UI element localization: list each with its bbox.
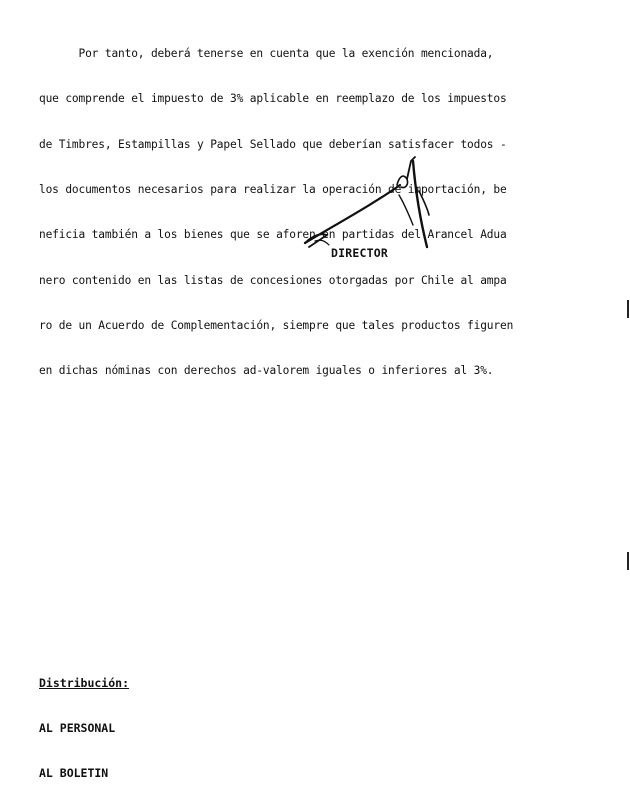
scan-edge-mark <box>627 300 629 318</box>
paragraph-line: nero contenido en las listas de concesiones otorgadas por Chile al ampa <box>39 273 507 287</box>
distribution-list <box>39 646 129 811</box>
paragraph-line: los documentos necesarios para realizar la operación de importación, be <box>39 183 507 197</box>
paragraph-line: de Timbres, Estampillas y Papel Sellado que deberían satisfacer todos - <box>39 137 507 151</box>
paragraph-line: que comprende el impuesto de 3% aplicable en reemplazo de los impuestos <box>39 92 507 106</box>
paragraph-line: en dichas nóminas con derechos ad-valorem iguales o inferiores al 3%. <box>39 364 494 378</box>
paragraph-line: neficia también a los bienes que se aforen en partidas del Arancel Adua <box>39 228 507 242</box>
distribution-item: AL PERSONAL <box>39 721 116 735</box>
distribution-heading: Distribución: <box>39 676 130 690</box>
signer-title: DIRECTOR <box>331 246 388 260</box>
scan-edge-mark <box>627 552 629 570</box>
handwritten-signature <box>295 155 445 255</box>
paragraph-line: Por tanto, deberá tenerse en cuenta que la exención mencionada, <box>39 47 494 61</box>
paragraph-line: ro de un Acuerdo de Complementación, siempre que tales productos figuren <box>39 318 514 332</box>
distribution-item: AL BOLETIN <box>39 766 109 780</box>
